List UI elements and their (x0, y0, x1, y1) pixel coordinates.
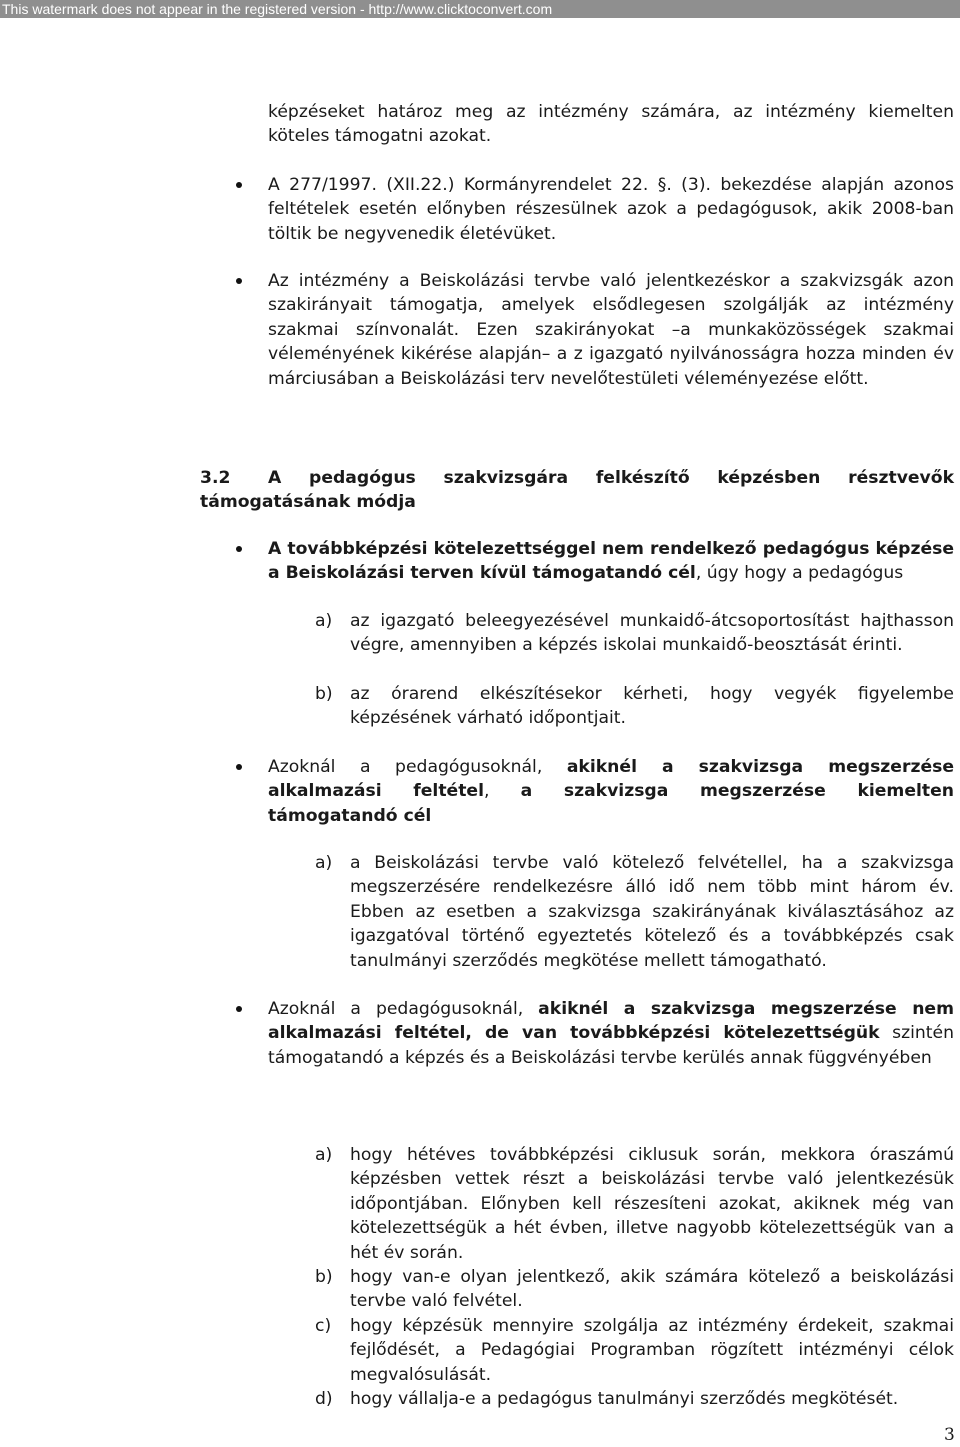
list-label: b) (315, 684, 333, 704)
section-number: 3.2 (200, 468, 231, 488)
list-label: b) (315, 1267, 333, 1287)
bullet-nem-rendelkezo (268, 537, 954, 586)
plain-text: , (483, 781, 521, 802)
list-text: hogy hétéves továbbképzési ciklusuk során, mekkora óraszámú képzésben vettek részt a beiskolázási tervbe való jelentkezésük időpontjában. Előnyben kell részesíteni azokat, akiknek még van kötelezettségük a hét évben, illetve nagyobb kötelezettségük van a hét év során. (350, 1145, 954, 1263)
bold-text: akiknél a szakvizsga megszerzése alkalmazási feltétel (268, 757, 954, 802)
list-text: hogy vállalja-e a pedagógus tanulmányi szerződés megkötését. (350, 1389, 899, 1409)
list-label: d) (315, 1389, 333, 1409)
bullet-icon (236, 546, 242, 552)
watermark-banner: This watermark does not appear in the registered version - http://www.clicktoconvert.com (0, 0, 960, 18)
plain-text: , úgy hogy a pedagógus (695, 563, 904, 584)
page-number: 3 (944, 1425, 955, 1445)
bullet-icon (236, 278, 242, 284)
list-label: a) (315, 853, 333, 873)
list-text: a Beiskolázási tervbe való kötelező felvétellel, ha a szakvizsga megszerzésére rendelkezésre álló idő nem több mint három év. Ebben az esetben a szakvizsga szakirányának kiválasztásához az igazgatóval történő egyeztetés kötelező és a továbbképzés csak tanulmányi szerződés megkötése mellett támogatható. (350, 853, 954, 971)
bullet-szakiranyok: Az intézmény a Beiskolázási tervbe való jelentkezéskor a szakvizsgák azon szakirányait támogatja, amelyek elsődlegesen szolgálják az intézmény szakmai színvonalát. Ezen szakirányokat –a munkaközösségek szakmai véleményének kikérése alapján– a z igazgató nyilvánosságra hozza minden év márciusában a Beiskolázási terv nevelőtestületi véleményezése előtt. (268, 271, 954, 389)
list-label: a) (315, 1145, 333, 1165)
bold-text: a szakvizsga megszerzése kiemelten támogatandó cél (268, 781, 954, 826)
list-text: hogy képzésük mennyire szolgálja az intézmény érdekeit, szakmai fejlődését, a Pedagógiai Programban rögzített intézményi célok megvalósulását. (350, 1316, 954, 1385)
plain-text: Azoknál a pedagógusoknál, (268, 757, 567, 777)
bullet-alkalmazasi-feltetel (268, 755, 954, 828)
bold-text: akiknél a szakvizsga megszerzése nem alkalmazási feltétel, de van továbbképzési kötelezettségük (268, 999, 954, 1044)
plain-text: szintén támogatandó a képzés és a Beiskolázási tervbe kerülés annak függvényében (268, 1023, 954, 1068)
list-text: az órarend elkészítésekor kérheti, hogy vegyék figyelembe képzésének várható időpontjait. (350, 684, 954, 729)
section-title: A pedagógus szakvizsgára felkészítő képzésben résztvevők támogatásának módja (200, 468, 954, 513)
list-label: a) (315, 611, 333, 631)
bullet-icon (236, 1006, 242, 1012)
list-text: hogy van-e olyan jelentkező, akik számára kötelező a beiskolázási tervbe való felvétel. (350, 1267, 954, 1312)
list-text: az igazgató beleegyezésével munkaidő-átcsoportosítást hajthasson végre, amennyiben a képzés iskolai munkaidő-beosztását érinti. (350, 611, 954, 656)
list-label: c) (315, 1316, 332, 1336)
bullet-icon (236, 764, 242, 770)
bullet-icon (236, 182, 242, 188)
section-heading (200, 466, 954, 515)
bold-text: A továbbképzési kötelezettséggel nem rendelkező pedagógus képzése a Beiskolázási terven kívül támogatandó cél (268, 539, 954, 584)
intro-paragraph: képzéseket határoz meg az intézmény számára, az intézmény kiemelten köteles támogatni azokat. (268, 102, 954, 147)
bullet-nem-alkalmazasi-feltetel (268, 997, 954, 1070)
bullet-kormanyrendelet: A 277/1997. (XII.22.) Kormányrendelet 22. §. (3). bekezdése alapján azonos feltételek esetén előnyben részesülnek azok a pedagógusok, akik 2008-ban töltik be negyvenedik életévüket. (268, 175, 954, 244)
plain-text: Azoknál a pedagógusoknál, (268, 999, 539, 1019)
